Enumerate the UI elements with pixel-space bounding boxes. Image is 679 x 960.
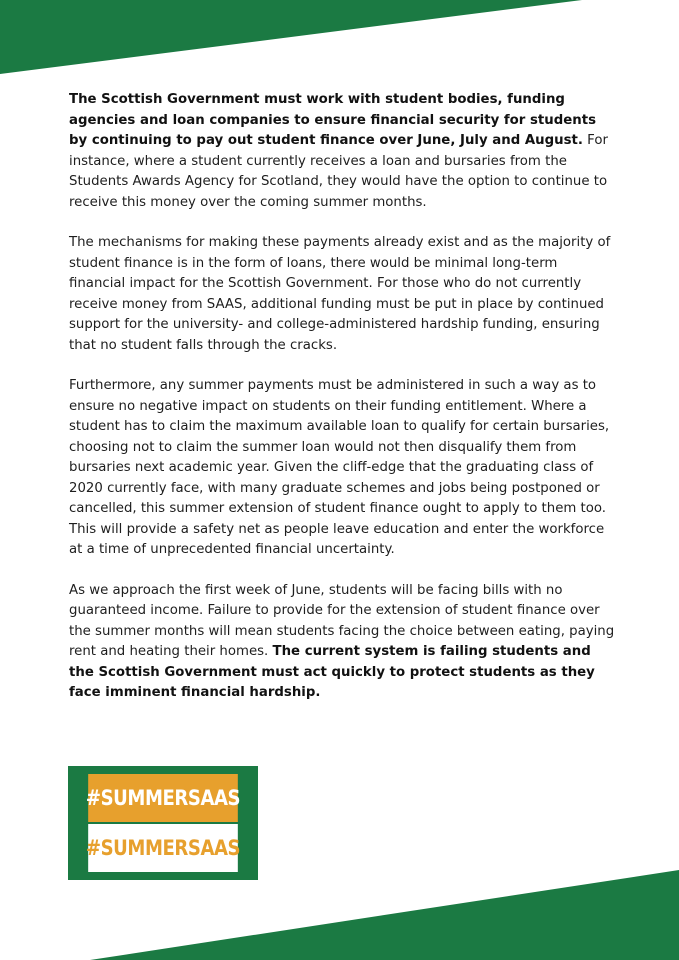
paragraph-1 bbox=[69, 90, 617, 213]
badge-hashtag-orange: #SUMMERSAAS bbox=[88, 774, 238, 822]
paragraph-3: Furthermore, any summer payments must be administered in such a way as to ensure no negative impact on students on their funding entitlement. Where a student has to claim the maximum available loan to qualify for certain bursaries, choosing not to claim the summer loan would not then disqualify them from bursaries next academic year. Given the cliff-edge that the graduating class of 2020 currently face, with many graduate schemes and jobs being postponed or cancelled, this summer extension of student finance ought to apply to them too. This will provide a safety net as people leave education and enter the workforce at a time of unprecedented financial uncertainty. bbox=[69, 378, 610, 557]
top-green-banner bbox=[0, 0, 679, 80]
paragraph-1-text: For instance, where a student currently receives a loan and bursaries from the Students Awards Agency for Scotland, they would have the option to continue to receive this money over the coming summer months. bbox=[69, 133, 608, 210]
badge-hashtag-white: #SUMMERSAAS bbox=[88, 824, 238, 872]
paragraph-4-text: As we approach the first week of June, students will be facing bills with no guaranteed income. Failure to provide for the extension of student finance over the summer months will mean students facing the choice between eating, paying rent and heating their homes. bbox=[69, 582, 615, 659]
summersaas-badge bbox=[68, 766, 258, 880]
paragraph-4-bold: The current system is failing students and the Scottish Government must act quickly to protect students as they face imminent financial hardship. bbox=[69, 644, 595, 700]
paragraph-4 bbox=[69, 581, 617, 704]
bottom-green-banner bbox=[0, 870, 679, 960]
paragraph-1-bold: The Scottish Government must work with student bodies, funding agencies and loan companies to ensure financial security for students by continuing to pay out student finance over June, July and August. bbox=[69, 92, 596, 148]
letter-body bbox=[69, 90, 617, 724]
paragraph-2: The mechanisms for making these payments already exist and as the majority of student finance is in the form of loans, there would be minimal long-term financial impact for the Scottish Government. For those who do not currently receive money from SAAS, additional funding must be put in place by continued support for the university- and college-administered hardship funding, ensuring that no student falls through the cracks. bbox=[69, 235, 611, 353]
